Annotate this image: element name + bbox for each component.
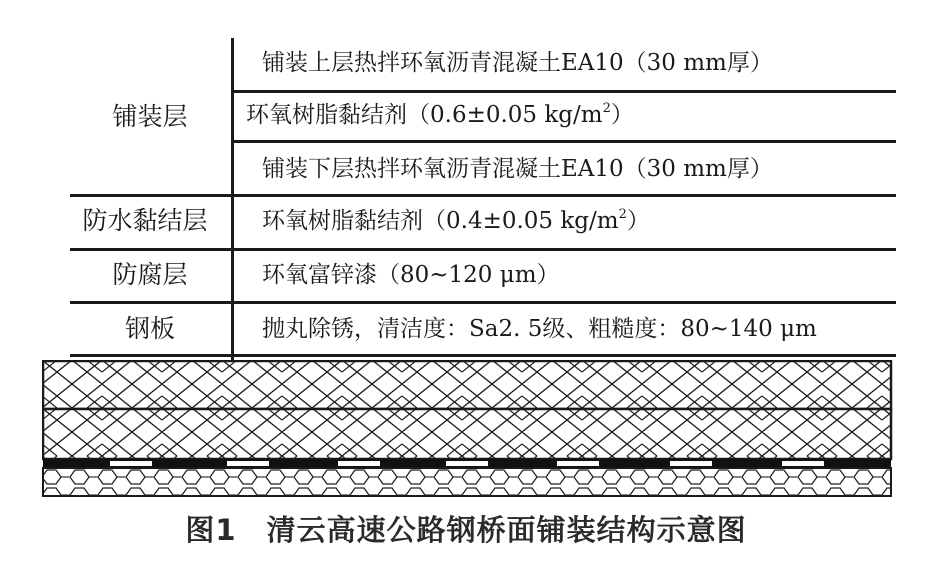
label-pavement-layer: 铺装层 xyxy=(112,102,188,131)
row-divider-6 xyxy=(70,354,896,357)
row-divider-3 xyxy=(70,194,896,197)
layer-steel-plate xyxy=(43,468,891,496)
row-epoxy-binder-lower-text: 环氧树脂黏结剂（0.4±0.05 kg/m xyxy=(262,208,619,234)
row-lower-asphalt: 铺装下层热拌环氧沥青混凝土EA10（30 mm厚） xyxy=(262,156,773,182)
pavement-cross-section-illustration xyxy=(42,360,894,498)
layer-lower-asphalt xyxy=(43,409,891,459)
label-anticorrosion-layer: 防腐层 xyxy=(112,260,188,289)
superscript-2: 2 xyxy=(618,207,627,222)
label-waterproof-bond-layer: 防水黏结层 xyxy=(82,206,208,235)
label-steel-plate: 钢板 xyxy=(124,314,175,343)
figure-caption: 图1 清云高速公路钢桥面铺装结构示意图 xyxy=(185,513,747,547)
row-shot-blasting: 抛丸除锈，清洁度：Sa2. 5级、粗糙度：80~140 μm xyxy=(262,316,817,342)
row-divider-1 xyxy=(234,90,896,93)
row-epoxy-binder-upper xyxy=(246,100,634,130)
row-zinc-rich-paint: 环氧富锌漆（80~120 μm） xyxy=(262,262,560,288)
layer-upper-asphalt xyxy=(43,361,891,409)
close-paren: ） xyxy=(626,208,650,234)
row-divider-4 xyxy=(70,248,896,251)
superscript-2: 2 xyxy=(602,101,611,116)
row-divider-2 xyxy=(234,140,896,143)
row-upper-asphalt: 铺装上层热拌环氧沥青混凝土EA10（30 mm厚） xyxy=(262,50,773,76)
row-divider-5 xyxy=(70,301,896,304)
row-epoxy-binder-lower xyxy=(262,206,650,236)
cropped-top-text xyxy=(0,0,932,6)
row-epoxy-binder-upper-text: 环氧树脂黏结剂（0.6±0.05 kg/m xyxy=(246,102,603,128)
close-paren: ） xyxy=(610,102,634,128)
